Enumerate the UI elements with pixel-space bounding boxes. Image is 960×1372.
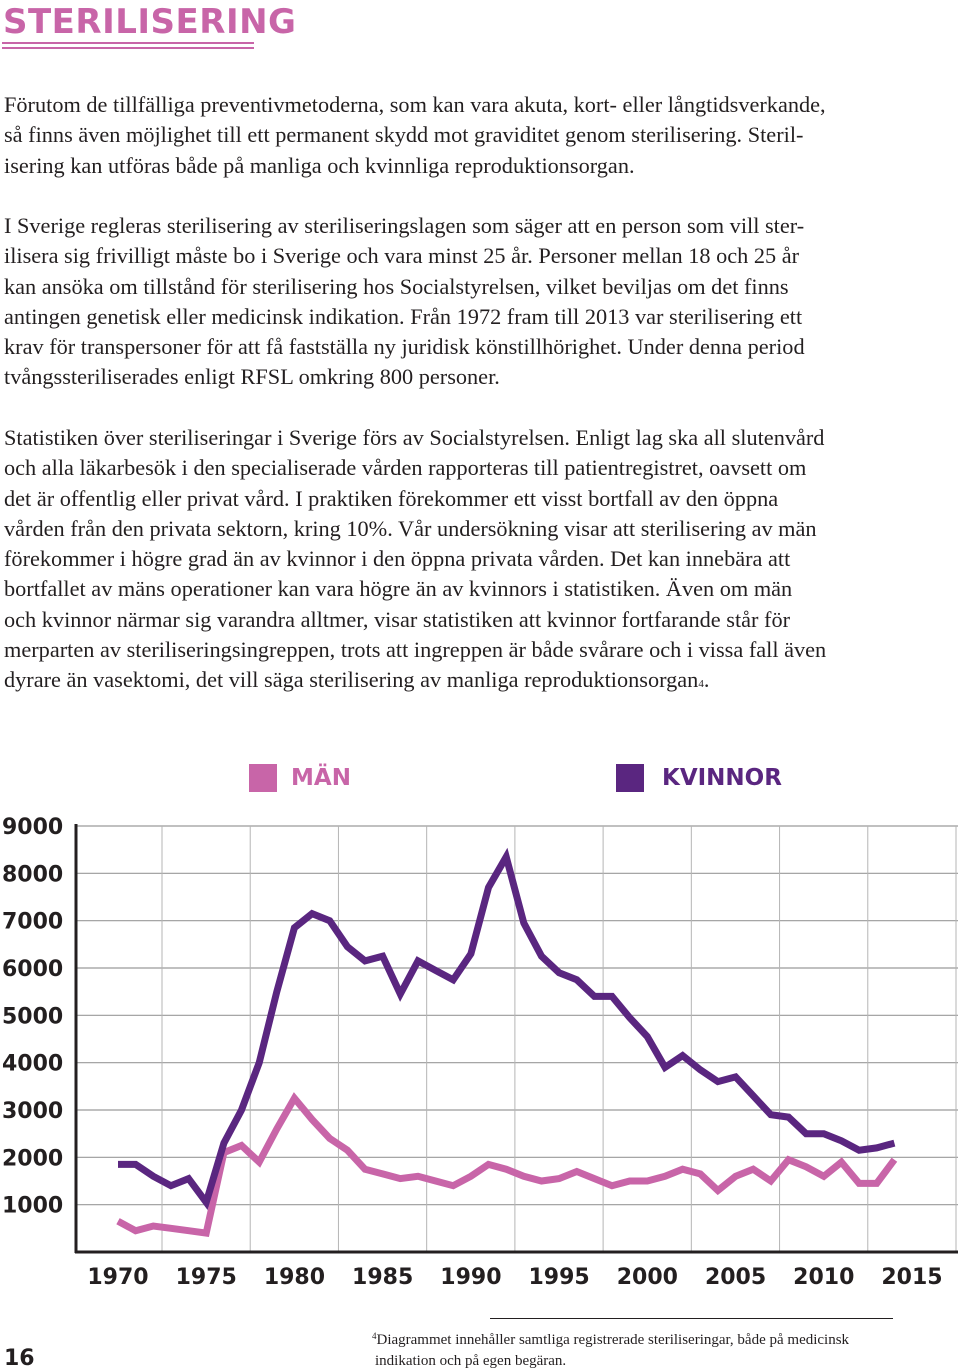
text-line: Statistiken över steriliseringar i Sverige förs av Socialstyrelsen. Enligt lag ska all slutenvård	[4, 425, 825, 450]
text-line: tvångssteriliserades enligt RFSL omkring 800 personer.	[4, 364, 500, 390]
legend-swatch-man	[249, 764, 277, 792]
text-line-content: dyrare än vasektomi, det vill säga sterilisering av manliga reproduktionsorgan	[4, 667, 699, 693]
paragraph-statistics	[4, 423, 904, 700]
title-underline-1	[2, 42, 254, 44]
y-tick-label: 7000	[2, 909, 64, 935]
text-line: I Sverige regleras sterilisering av steriliseringslagen som säger att en person som vill ster-	[4, 213, 805, 238]
series-layer	[118, 857, 894, 1233]
paragraph-law	[4, 211, 904, 393]
y-tick-label: 8000	[2, 862, 64, 888]
y-tick-label: 1000	[2, 1193, 64, 1219]
text-line: och alla läkarbesök i den specialiserade vården rapporteras till patientregistret, oavsett om	[4, 455, 807, 481]
footnote	[372, 1330, 932, 1371]
x-tick-label: 2015	[881, 1265, 943, 1290]
text-line-last	[4, 665, 904, 699]
text-line: isering kan utföras både på manliga och kvinnliga reproduktionsorgan.	[4, 152, 635, 178]
text-line: det är offentlig eller privat vård. I praktiken förekommer ett visst bortfall av den öppna	[4, 485, 779, 511]
y-tick-label: 3000	[2, 1099, 64, 1124]
text-line: så finns även möjlighet till ett permanent skydd mot graviditet genom sterilisering. Steril-	[4, 122, 804, 148]
x-tick-label: 1970	[87, 1265, 149, 1290]
text-line: förekommer i högre grad än av kvinnor i den öppna privata vården. Det kan innebära att	[4, 546, 791, 572]
footnote-line-1: Diagrammet innehåller samtliga registrerade steriliseringar, både på medicinsk	[376, 1332, 850, 1348]
text-line: och kvinnor närmar sig varandra alltmer, visar statistiken att kvinnor fortfarande står för	[4, 606, 791, 632]
paragraph-intro	[4, 90, 904, 181]
line-chart	[0, 800, 960, 1300]
x-tick-label: 2000	[616, 1265, 678, 1290]
x-tick-label: 1990	[440, 1265, 502, 1290]
x-tick-label: 1995	[528, 1265, 590, 1290]
text-line: bortfallet av mäns operationer kan vara högre än av kvinnors i statistiken. Även om män	[4, 576, 793, 602]
y-tick-label: 9000	[2, 815, 64, 840]
footnote-rule	[490, 1318, 893, 1319]
title-underline-2	[2, 47, 254, 49]
x-tick-label: 2005	[704, 1265, 767, 1290]
legend-label-kvinnor: KVINNOR	[662, 765, 782, 791]
text-line: antingen genetisk eller medicinsk indikation. Från 1972 fram till 2013 var sterilisering ett	[4, 303, 803, 329]
text-line: kan ansöka om tillstånd för sterilisering hos Socialstyrelsen, vilket beviljas om det finns	[4, 273, 789, 299]
page-title: STERILISERING	[3, 2, 297, 42]
text-line: krav för transpersoner för att få fastställa ny juridisk könstillhörighet. Under denna period	[4, 334, 805, 360]
text-line: Förutom de tillfälliga preventivmetoderna, som kan vara akuta, kort- eller långtidsverkande,	[4, 92, 826, 117]
text-line: ilisera sig frivilligt måste bo i Sverige och vara minst 25 år. Personer mellan 18 och 25 år	[4, 243, 800, 269]
text-line: vården från den privata sektorn, kring 10%. Vår undersökning visar att sterilisering av män	[4, 515, 817, 541]
footnote-reference: 4	[698, 678, 704, 691]
x-tick-label: 1980	[263, 1265, 326, 1290]
footnote-line-2: indikation och på egen begäran.	[375, 1353, 567, 1369]
legend-label-man: MÄN	[291, 765, 351, 791]
y-tick-label: 5000	[2, 1004, 64, 1030]
x-tick-label: 1985	[352, 1265, 414, 1290]
x-tick-label: 2010	[793, 1265, 855, 1290]
x-tick-label: 1975	[175, 1265, 237, 1290]
footnote-mark: 4	[372, 1331, 377, 1341]
y-tick-label: 2000	[2, 1146, 64, 1172]
legend-swatch-kvinnor	[616, 764, 644, 792]
text-line: merparten av steriliseringsingreppen, trots att ingreppen är både svårare och i vissa fall även	[4, 637, 827, 663]
y-tick-label: 6000	[2, 957, 64, 982]
tick-labels	[2, 815, 943, 1290]
text-line-end: .	[703, 667, 710, 693]
y-tick-label: 4000	[2, 1051, 64, 1077]
page-number: 16	[4, 1346, 35, 1371]
